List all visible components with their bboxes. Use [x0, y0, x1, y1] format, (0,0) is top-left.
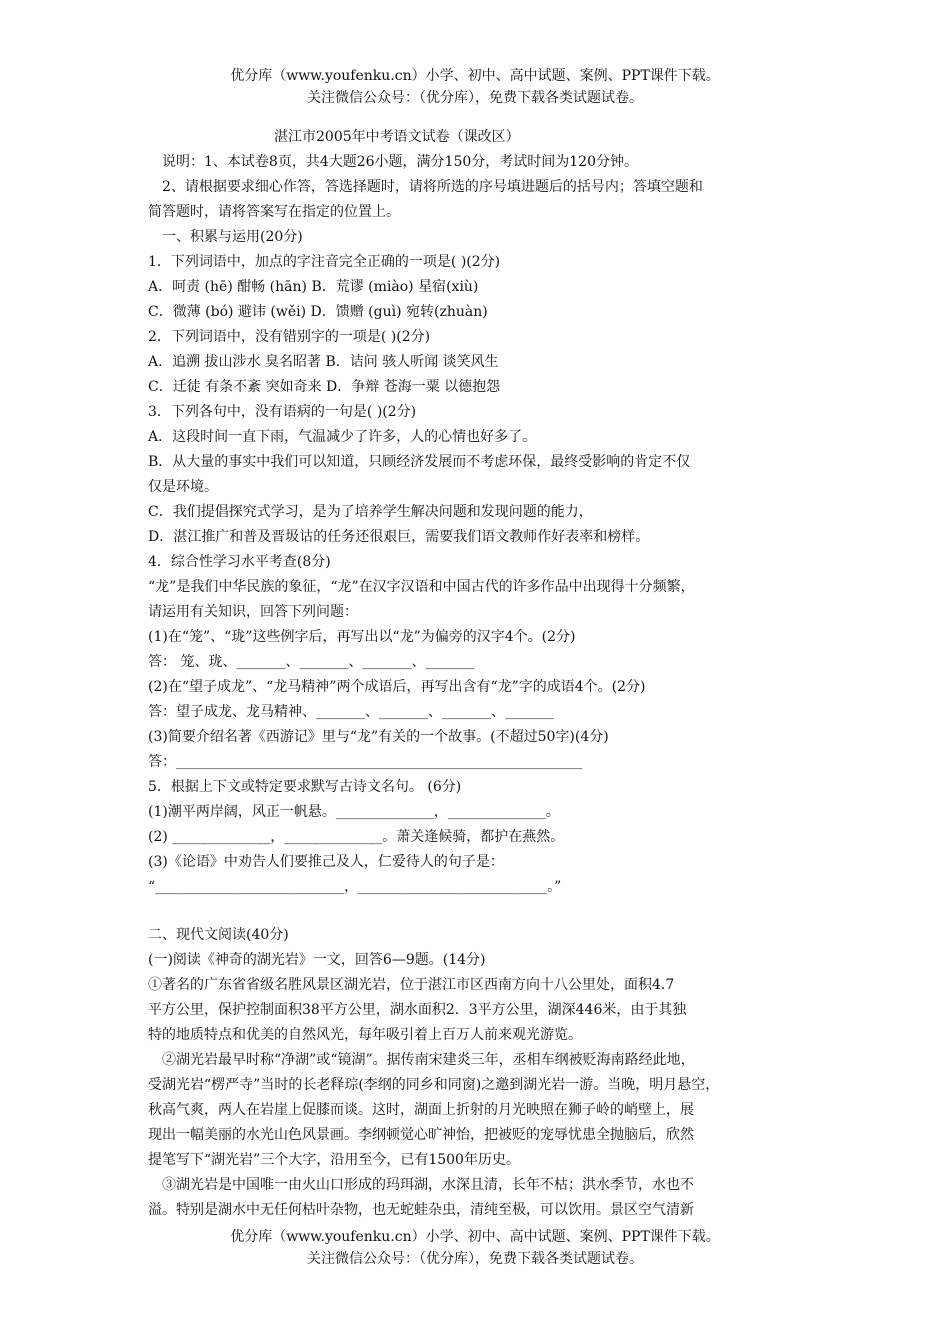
page-header-line-1: 优分库（www.youfenku.cn）小学、初中、高中试题、案例、PPT课件下载。: [230, 68, 720, 84]
doc-line: (一)阅读《神奇的湖光岩》一文，回答6—9题。(14分): [148, 952, 486, 968]
doc-line: 说明：1、本试卷8页，共4大题26小题，满分150分，考试时间为120分钟。: [148, 154, 638, 170]
section-heading: 二、现代文阅读(40分): [148, 927, 289, 943]
paragraph-line: ②湖光岩最早时称“净湖”或“镜湖”。据传南宋建炎三年，丞相车纲被贬海南路经此地，: [148, 1052, 695, 1068]
doc-line: 2、请根据要求细心作答，答选择题时，请将所选的序号填进题后的括号内；答填空题和: [148, 179, 703, 195]
question-line: 5．根据上下文或特定要求默写古诗文名句。 (6分): [148, 779, 462, 795]
option-line: A．这段时间一直下雨，气温减少了许多，人的心情也好多了。: [148, 429, 537, 445]
question-line: 2．下列词语中，没有错别字的一项是( )(2分): [148, 329, 431, 345]
question-line: 4．综合性学习水平考查(8分): [148, 554, 331, 570]
option-line: B．从大量的事实中我们可以知道，只顾经济发展而不考虑环保，最终受影响的肯定不仅: [148, 454, 691, 470]
question-line: (3)简要介绍名著《西游记》里与“龙”有关的一个故事。(不超过50字)(4分): [148, 729, 609, 745]
answer-line: (2) ______________，______________。萧关逢候骑，都护在燕然。: [148, 829, 565, 845]
paragraph-line: 提笔写下“湖光岩”三个大字，沿用至今，已有1500年历史。: [148, 1152, 520, 1168]
option-line: C．迁徒 有条不紊 突如奇来 D．争辩 苍海一粟 以德抱怨: [148, 379, 501, 395]
option-line: C．我们提倡探究式学习，是为了培养学生解决问题和发现问题的能力，: [148, 504, 593, 520]
section-heading: 一、积累与运用(20分): [148, 229, 303, 245]
option-line: C．微薄 (bó) 避讳 (wěi) D．馈赠 (guì) 宛转(zhuàn): [148, 304, 488, 320]
question-line: (1)在“笼”、“珑”这些例字后，再写出以“龙”为偏旁的汉字4个。(2分): [148, 629, 576, 645]
doc-line: 请运用有关知识，回答下列问题：: [148, 604, 358, 620]
paragraph-line: 溢。特别是湖水中无任何枯叶杂物，也无蛇蛙杂虫，清纯至极，可以饮用。景区空气清新: [148, 1202, 694, 1218]
answer-line: 答： 笼、珑、_______、_______、_______、_______: [148, 654, 475, 670]
doc-line: “龙”是我们中华民族的象征，“龙”在汉字汉语和中国古代的许多作品中出现得十分频繁，: [148, 579, 695, 595]
page-header-line-2: 关注微信公众号：（优分库），免费下载各类试题试卷。: [307, 90, 643, 106]
doc-line: 简答题时，请将答案写在指定的位置上。: [148, 204, 400, 220]
option-line: D．湛江推广和普及晋圾诂的任务还很艰巨，需要我们语文教师作好表率和榜样。: [148, 529, 650, 545]
answer-line: “___________________________，___________________________。”: [148, 879, 562, 895]
question-line: 1．下列词语中，加点的字注音完全正确的一项是( )(2分): [148, 254, 501, 270]
question-line: 3．下列各句中，没有语病的一句是( )(2分): [148, 404, 417, 420]
paragraph-line: 受湖光岩“楞严寺”当时的长老释琮(李纲的同乡和同窗)之邀到湖光岩一游。当晚，明月悬空，: [148, 1077, 720, 1093]
question-line: (2)在“望子成龙”、“龙马精神”两个成语后，再写出含有“龙”字的成语4个。(2分): [148, 679, 646, 695]
paragraph-line: ①著名的广东省省级名胜风景区湖光岩，位于湛江市区西南方向十八公里处，面积4.7: [148, 977, 675, 993]
page-footer-line-2: 关注微信公众号：（优分库），免费下载各类试题试卷。: [307, 1251, 643, 1267]
answer-line: 答：望子成龙、龙马精神、_______、_______、_______、_______: [148, 704, 554, 720]
doc-title: 湛江市2005年中考语文试卷（课改区）: [148, 129, 520, 145]
answer-line: (1)潮平两岸阔，风正一帆悬。______________，______________。: [148, 804, 560, 820]
question-line: (3)《论语》中劝告人们要推己及人，仁爱待人的句子是：: [148, 854, 504, 870]
paragraph-line: ③湖光岩是中国唯一由火山口形成的玛珥湖，水深且清，长年不枯；洪水季节，水也不: [148, 1177, 694, 1193]
paragraph-line: 秋高气爽，两人在岩崖上促膝而谈。这时，湖面上折射的月光映照在狮子岭的峭壁上，展: [148, 1102, 694, 1118]
page-footer-line-1: 优分库（www.youfenku.cn）小学、初中、高中试题、案例、PPT课件下载。: [230, 1229, 720, 1245]
option-line: 仅是环境。: [148, 479, 218, 495]
paragraph-line: 平方公里，保护控制面积38平方公里，湖水面积2．3平方公里，湖深446米，由于其独: [148, 1002, 687, 1018]
paragraph-line: 特的地质特点和优美的自然风光，每年吸引着上百万人前来观光游览。: [148, 1027, 582, 1043]
option-line: A．追溯 拔山涉水 臭名昭著 B．诘问 骇人听闻 谈笑风生: [148, 354, 499, 370]
option-line: A．呵责 (hē) 酣畅 (hān) B．荒谬 (miào) 星宿(xiù): [148, 279, 479, 295]
paragraph-line: 现出一幅美丽的水光山色风景画。李纲顿觉心旷神怡，把被贬的宠辱忧患全抛脑后，欣然: [148, 1127, 694, 1143]
answer-line: 答：__________________________________________________________: [148, 754, 582, 770]
